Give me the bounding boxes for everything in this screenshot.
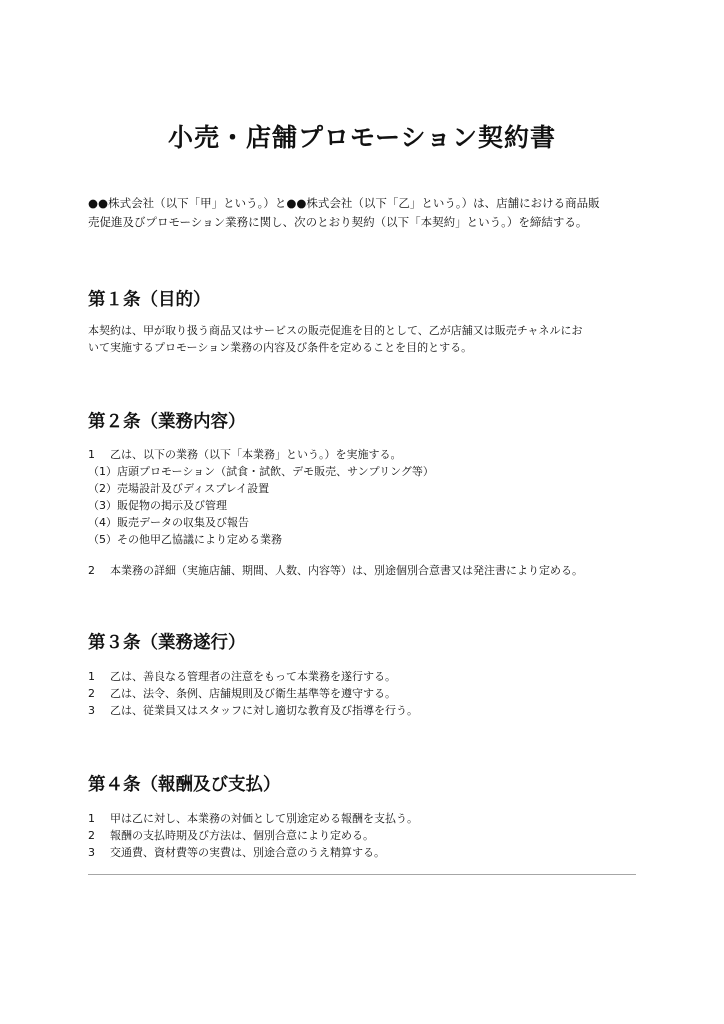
clause-number: 1 (88, 812, 95, 825)
article-4-clause (88, 844, 648, 861)
clause-text: 甲は乙に対し、本業務の対価として別途定める報酬を支払う。 (110, 812, 418, 825)
article-2-item: （4）販売データの収集及び報告 (88, 516, 249, 529)
clause-number: 2 (88, 829, 95, 842)
article-2-clause-2 (88, 562, 648, 579)
article-3-clause (88, 702, 648, 719)
clause-text: 本業務の詳細（実施店舗、期間、人数、内容等）は、別途個別合意書又は発注書により定める。 (110, 564, 583, 577)
article-3-clause (88, 685, 648, 702)
preamble-line: ●●株式会社（以下「甲」という。）と●●株式会社（以下「乙」という。）は、店舗における商品販 (88, 196, 600, 210)
clause-number: 1 (88, 670, 95, 683)
article-4-clause (88, 810, 648, 827)
article-2-item: （5）その他甲乙協議により定める業務 (88, 533, 282, 546)
article-4-clause (88, 827, 648, 844)
clause-text: 乙は、以下の業務（以下「本業務」という。）を実施する。 (110, 448, 402, 461)
article-2-item: （2）売場設計及びディスプレイ設置 (88, 482, 270, 495)
article-3-heading: 第３条（業務遂行） (88, 633, 246, 653)
article-2-heading: 第２条（業務内容） (88, 412, 246, 432)
clause-text: 交通費、資材費等の実費は、別途合意のうえ精算する。 (110, 846, 385, 859)
clause-text: 乙は、善良なる管理者の注意をもって本業務を遂行する。 (110, 670, 396, 683)
page-divider (88, 874, 636, 875)
article-2-item: （3）販促物の掲示及び管理 (88, 499, 227, 512)
article-1-text-line: いて実施するプロモーション業務の内容及び条件を定めることを目的とする。 (88, 341, 473, 354)
article-1-body (88, 322, 648, 356)
article-2-body (88, 446, 648, 548)
clause-number: 3 (88, 704, 95, 717)
document-title: 小売・店舗プロモーション契約書 (167, 123, 556, 152)
clause-text: 乙は、従業員又はスタッフに対し適切な教育及び指導を行う。 (110, 704, 418, 717)
article-4-heading: 第４条（報酬及び支払） (88, 775, 281, 795)
clause-text: 乙は、法令、条例、店舗規則及び衛生基準等を遵守する。 (110, 687, 396, 700)
article-3-clause (88, 668, 648, 685)
article-3-body (88, 668, 648, 719)
clause-line (88, 562, 648, 579)
preamble (88, 194, 638, 232)
clause-text: 報酬の支払時期及び方法は、個別合意により定める。 (110, 829, 374, 842)
article-1-heading: 第１条（目的） (88, 290, 211, 310)
article-2-item: （1）店頭プロモーション（試食・試飲、デモ販売、サンプリング等） (88, 465, 434, 478)
clause-number: 2 (88, 564, 95, 577)
preamble-line: 売促進及びプロモーション業務に関し、次のとおり契約（以下「本契約」という。）を締結する。 (88, 215, 588, 229)
article-2-clause-1 (88, 446, 648, 463)
clause-number: 3 (88, 846, 95, 859)
article-1-text-line: 本契約は、甲が取り扱う商品又はサービスの販売促進を目的として、乙が店舗又は販売チャネルにお (88, 324, 583, 337)
clause-number: 2 (88, 687, 95, 700)
article-4-body (88, 810, 648, 861)
clause-number: 1 (88, 448, 95, 461)
